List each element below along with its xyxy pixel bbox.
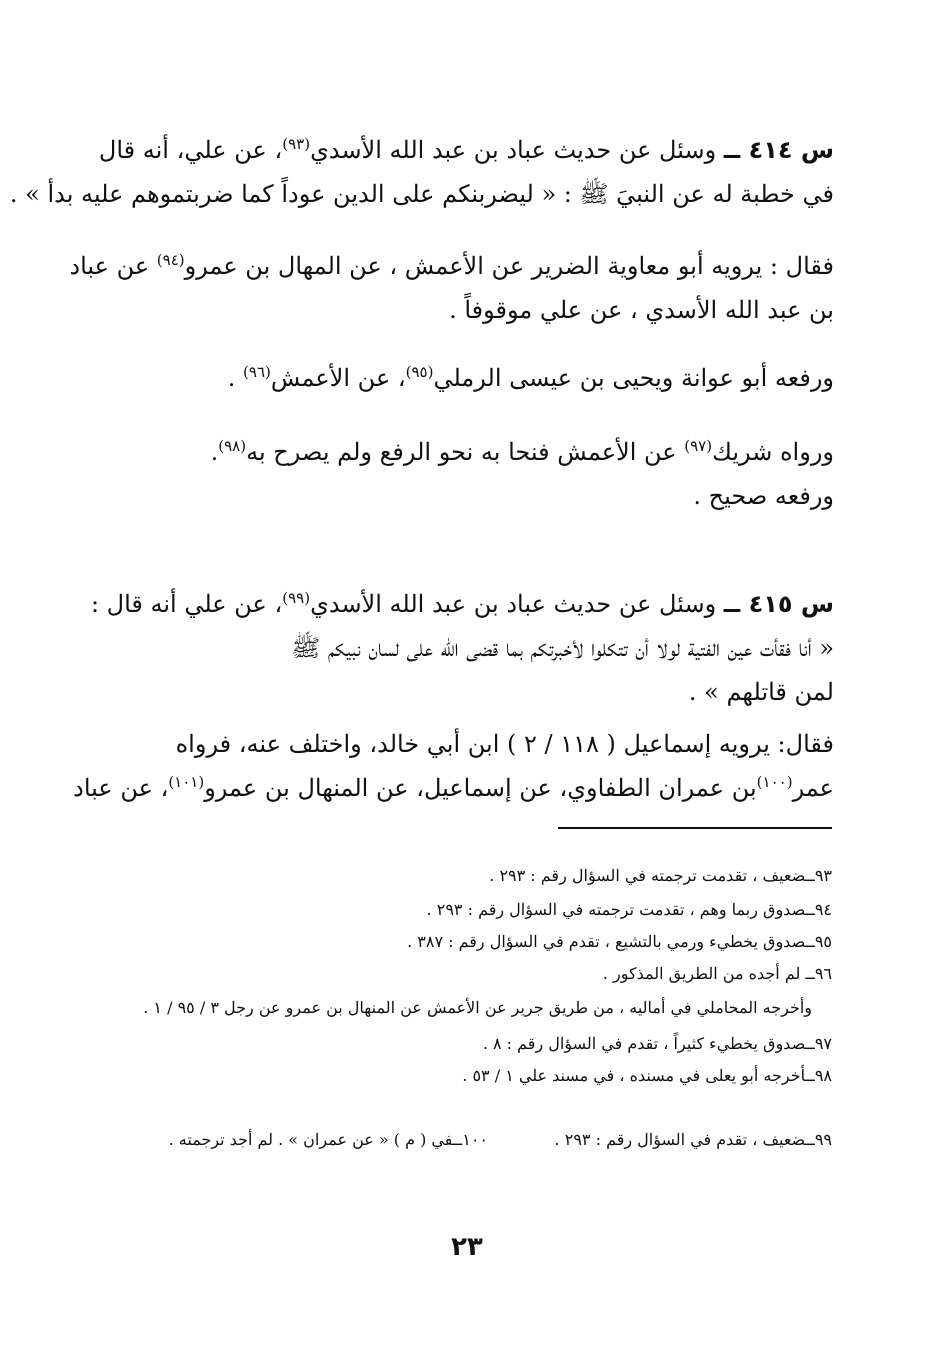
q414-sharik-line [124,430,834,474]
q414-answer-text-1b: عن عباد [69,252,157,280]
q414-raf-text-b: ، عن الأعمش [270,364,406,392]
footnote-ref-99: (٩٩) [282,589,311,607]
q414-answer-paragraph-1 [69,244,834,332]
footnote-ref-100: (١٠٠) [756,773,793,791]
q414-sharik-text-b: عن الأعمش فنحا به نحو الرفع ولم يصرح به [246,438,685,466]
q414-text-1b: ، عن علي، أنه قال [98,136,283,164]
q414-raf-text-a: ورفعه أبو عوانة ويحيى بن عيسى الرملي [433,364,834,392]
q415-answer-line-1: فقال: يرويه إسماعيل ( ١١٨ / ٢ ) ابن أبي خالد، واختلف عنه، فرواه [175,730,834,758]
footnote-ref-95: (٩٥) [405,363,434,381]
q414-answer-line-2: بن عبد الله الأسدي ، عن علي موقوفاً . [449,296,834,324]
q414-number: س ٤١٤ ــ [723,136,834,164]
q414-answer-line-1 [69,244,834,288]
footnote-100: ١٠٠ــفي ( م ) « عن عمران » . لم أجد ترجمته . [168,1130,488,1149]
footnote-93: ٩٣ــضعيف ، تقدمت ترجمته في السؤال رقم : ٢٩٣ . [489,866,832,885]
q415-answer-text-2b: بن عمران الطفاوي، عن إسماعيل، عن المنهال بن عمرو [204,774,757,802]
footnote-94: ٩٤ــصدوق ربما وهم ، تقدمت ترجمته في السؤال رقم : ٢٩٣ . [426,900,832,919]
footnote-96: ٩٦ــ لم أجده من الطريق المذكور . [602,964,832,983]
q415-answer-line-2 [73,766,834,810]
footnote-ref-94: (٩٤) [156,251,185,269]
q414-sharik-text-a: ورواه شريك [712,438,834,466]
q415-text-1b: ، عن علي أنه قال : [90,590,283,618]
q414-text-1a: وسئل عن حديث عباد بن عبد الله الأسدي [310,136,724,164]
q415-answer-text-2a: عمر [792,774,834,802]
footnote-96-continuation: وأخرجه المحاملي في أماليه ، من طريق جرير عن الأعمش عن المنهال بن عمرو عن رجل ٣ / ٩٥ / ١ . [143,998,812,1017]
q414-answer-paragraph-2 [124,356,834,400]
q415-line-2: « أنا فقأت عين الفتية لولا أن تتكلوا لأخبرتكم بما قضى الله على لسان نبيكم ﷺ [291,634,834,662]
q414-answer-text-1a: فقال : يرويه أبو معاوية الضرير عن الأعمش ، عن المهال بن عمرو [184,252,834,280]
footnote-99: ٩٩ــضعيف ، تقدم في السؤال رقم : ٢٩٣ . [554,1130,832,1149]
footnote-ref-93: (٩٣) [282,135,311,153]
q415-answer-text-2c: ، عن عباد [73,774,169,802]
question-414 [9,128,834,216]
q415-answer-paragraph [73,722,834,810]
q414-verdict-line: ورفعه صحيح . [693,482,834,510]
q414-raf-text-c: . [227,364,244,392]
question-415 [90,582,834,714]
q414-answer-paragraph-3 [124,430,834,518]
q415-line-3: لمن قاتلهم » . [688,678,834,706]
footnote-ref-98: (٩٨) [218,437,247,455]
q414-raf-line [124,356,834,400]
q414-sharik-text-c: . [210,438,219,466]
footnote-ref-96: (٩٦) [243,363,271,381]
footnote-98: ٩٨ــأخرجه أبو يعلى في مسنده ، في مسند علي ١ / ٥٣ . [462,1066,832,1085]
q415-text-1a: وسئل عن حديث عباد بن عبد الله الأسدي [310,590,724,618]
footnote-ref-97: (٩٧) [684,437,713,455]
q415-number: س ٤١٥ ــ [723,590,834,618]
footnote-97: ٩٧ــصدوق يخطيء كثيراً ، تقدم في السؤال رقم : ٨ . [482,1034,832,1053]
footnote-separator [558,827,832,829]
page-number: ٢٣ [451,1232,483,1262]
q414-line-2: في خطبة له عن النبيَ ﷺ : « ليضربنكم على الدين عوداً كما ضربتموهم عليه بدأ » . [9,180,834,208]
footnote-95: ٩٥ــصدوق يخطيء ورمي بالتشيع ، تقدم في السؤال رقم : ٣٨٧ . [407,932,832,951]
footnote-ref-101: (١٠١) [168,773,205,791]
q415-line-1 [90,582,834,626]
q414-line-1 [98,128,834,172]
